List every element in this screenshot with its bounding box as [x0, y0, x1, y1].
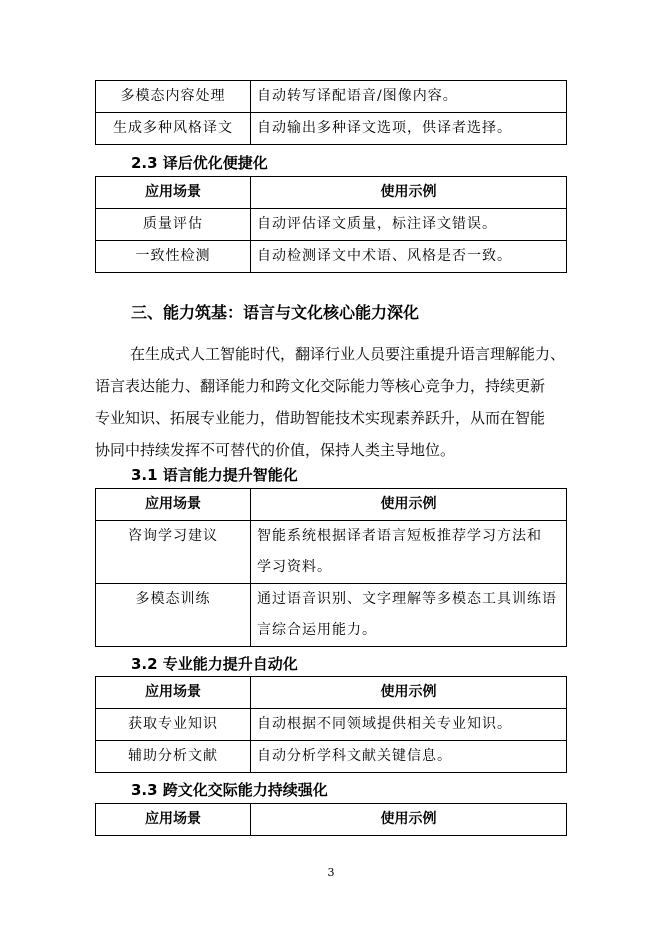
table-header-row [96, 177, 567, 209]
table-header-row [96, 677, 567, 709]
table-cell-scene: 咨询学习建议 [96, 521, 251, 584]
table-header-row [96, 489, 567, 521]
page-number: 3 [327, 866, 335, 879]
table-cell-example: 自动评估译文质量，标注译文错误。 [251, 209, 567, 241]
header-example: 使用示例 [251, 804, 567, 836]
table-3-1 [95, 488, 567, 647]
header-scene: 应用场景 [96, 677, 251, 709]
table-cell-example [251, 584, 567, 647]
example-line: 言综合运用能力。 [257, 622, 377, 638]
table-row [96, 241, 567, 273]
table-cell-example: 自动检测译文中术语、风格是否一致。 [251, 241, 567, 273]
example-line: 学习资料。 [257, 559, 332, 575]
table-cell-scene: 生成多种风格译文 [96, 113, 251, 145]
table-cell-scene: 一致性检测 [96, 241, 251, 273]
table-cell-example: 自动转写译配语音/图像内容。 [251, 81, 567, 113]
paragraph-line: 语言表达能力、翻译能力和跨文化交际能力等核心竞争力，持续更新 [95, 377, 546, 395]
table-cell-example: 自动分析学科文献关键信息。 [251, 741, 567, 773]
table-row [96, 113, 567, 145]
table-header-row [96, 804, 567, 836]
header-scene: 应用场景 [96, 489, 251, 521]
table-cell-scene: 多模态内容处理 [96, 81, 251, 113]
subsection-title-3-1: 3.1 语言能力提升智能化 [131, 466, 298, 484]
section-paragraph [95, 338, 575, 466]
header-example: 使用示例 [251, 489, 567, 521]
subsection-title-2-3: 2.3 译后优化便捷化 [131, 154, 268, 172]
header-example: 使用示例 [251, 177, 567, 209]
header-scene: 应用场景 [96, 177, 251, 209]
table-row [96, 584, 567, 647]
table-cell-scene: 多模态训练 [96, 584, 251, 647]
header-scene: 应用场景 [96, 804, 251, 836]
table-row [96, 741, 567, 773]
header-example: 使用示例 [251, 677, 567, 709]
example-line: 智能系统根据译者语言短板推荐学习方法和 [257, 528, 542, 544]
table-continued [95, 80, 567, 145]
table-cell-example: 自动根据不同领域提供相关专业知识。 [251, 709, 567, 741]
paragraph-line: 专业知识、拓展专业能力，借助智能技术实现素养跃升，从而在智能 [95, 409, 546, 427]
paragraph-line: 在生成式人工智能时代，翻译行业人员要注重提升语言理解能力、 [130, 345, 566, 363]
table-cell-example: 自动输出多种译文选项，供译者选择。 [251, 113, 567, 145]
subsection-title-3-2: 3.2 专业能力提升自动化 [131, 655, 298, 673]
table-row [96, 521, 567, 584]
table-cell-scene: 辅助分析文献 [96, 741, 251, 773]
subsection-title-3-3: 3.3 跨文化交际能力持续强化 [131, 781, 328, 799]
example-line: 通过语音识别、文字理解等多模态工具训练语 [257, 591, 557, 607]
paragraph-line: 协同中持续发挥不可替代的价值，保持人类主导地位。 [95, 441, 456, 459]
table-cell-scene: 质量评估 [96, 209, 251, 241]
table-row [96, 81, 567, 113]
table-3-2 [95, 676, 567, 773]
table-cell-example [251, 521, 567, 584]
table-row [96, 709, 567, 741]
section-title-3: 三、能力筑基：语言与文化核心能力深化 [131, 303, 420, 322]
table-row [96, 209, 567, 241]
table-3-3 [95, 803, 567, 836]
table-2-3 [95, 176, 567, 273]
table-cell-scene: 获取专业知识 [96, 709, 251, 741]
